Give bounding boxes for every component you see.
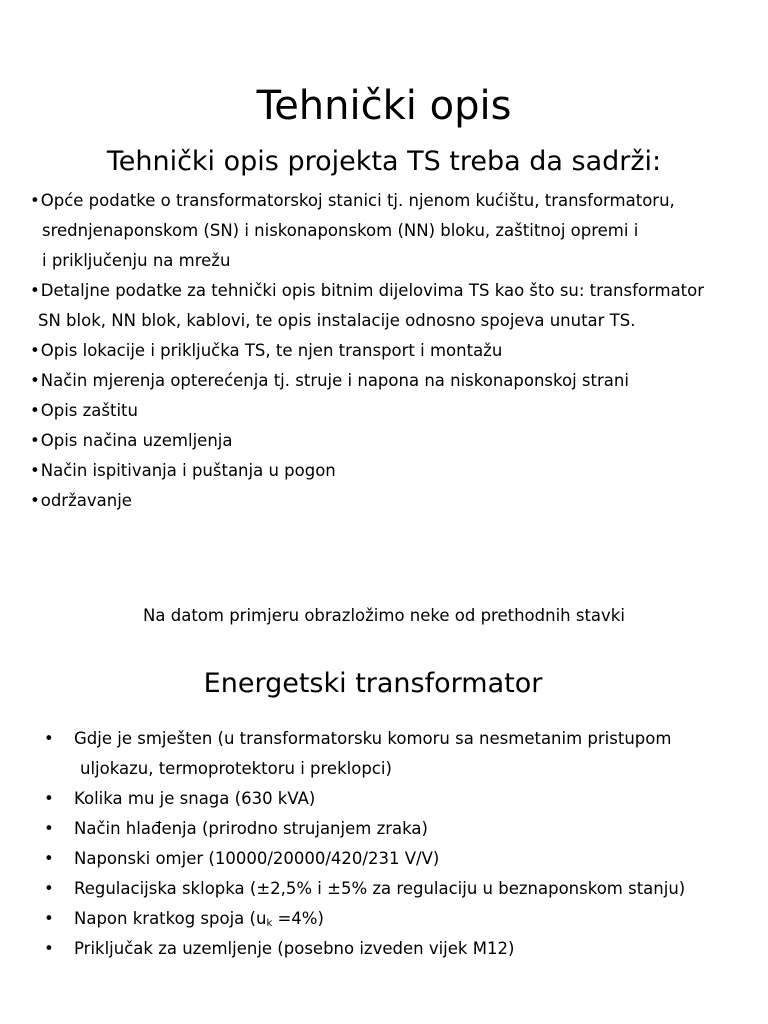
- list-item: •Opis lokacije i priključka TS, te njen transport i montažu: [30, 341, 503, 360]
- list-item: •Opis zaštitu: [30, 401, 138, 420]
- bullet-icon: •: [30, 491, 40, 510]
- bullet-icon: •: [30, 371, 40, 390]
- section-heading: Energetski transformator: [203, 668, 543, 699]
- list-item: • Napon kratkog spoja $(u_k =4\%)$: [74, 904, 324, 939]
- list-item: • Priključak za uzemljenje (posebno izveden vijek M12): [74, 934, 514, 964]
- list-item: • Gdje je smješten (u transformatorsku komoru sa nesmetanim pristupom: [74, 724, 671, 754]
- list-item: •Detaljne podatke za tehnički opis bitnim dijelovima TS kao što su: transformator: [30, 281, 705, 300]
- list-item: • Naponski omjer (10000/20000/420/231 V/V): [74, 844, 439, 874]
- bullet-icon: •: [30, 341, 40, 360]
- list-item: •Način mjerenja opterećenja tj. struje i napona na niskonaponskoj strani: [30, 371, 629, 390]
- bullet-icon: •: [44, 879, 54, 898]
- bullet-icon: •: [30, 281, 40, 300]
- list-item-continuation: uljokazu, termoprotektoru i preklopci): [80, 759, 392, 778]
- page-subtitle: Tehnički opis projekta TS treba da sadrži:: [106, 146, 662, 177]
- list-item: • Regulacijska sklopka (±2,5% i ±5% za regulaciju u beznaponskom stanju): [74, 874, 685, 904]
- page-title: Tehnički opis: [256, 83, 512, 129]
- list-item: •Opis načina uzemljenja: [30, 431, 233, 450]
- subscript-k: k: [266, 918, 273, 929]
- note-text: Na datom primjeru obrazložimo neke od prethodnih stavki: [143, 606, 625, 625]
- bullet-icon: •: [30, 401, 40, 420]
- list-item: •Opće podatke o transformatorskoj stanici tj. njenom kućištu, transformatoru,: [30, 191, 675, 210]
- list-item-continuation: i priključenju na mrežu: [42, 251, 231, 270]
- bullet-icon: •: [44, 819, 54, 838]
- bullet-icon: •: [44, 849, 54, 868]
- list-item-continuation: srednjenaponskom (SN) i niskonaponskom (NN) bloku, zaštitnoj opremi i: [42, 221, 639, 240]
- bullet-icon: •: [44, 939, 54, 958]
- list-item: •Način ispitivanja i puštanja u pogon: [30, 461, 336, 480]
- bullet-icon: •: [30, 461, 40, 480]
- list-item: •održavanje: [30, 491, 132, 510]
- bullet-icon: •: [30, 191, 40, 210]
- bullet-icon: •: [44, 729, 54, 748]
- list-item: • Kolika mu je snaga (630 kVA): [74, 784, 315, 814]
- bullet-icon: •: [44, 909, 54, 928]
- bullet-icon: •: [30, 431, 40, 450]
- bullet-icon: •: [44, 789, 54, 808]
- list-item-continuation: SN blok, NN blok, kablovi, te opis instalacije odnosno spojeva unutar TS.: [38, 311, 636, 330]
- list-item: • Način hlađenja (prirodno strujanjem zraka): [74, 814, 428, 844]
